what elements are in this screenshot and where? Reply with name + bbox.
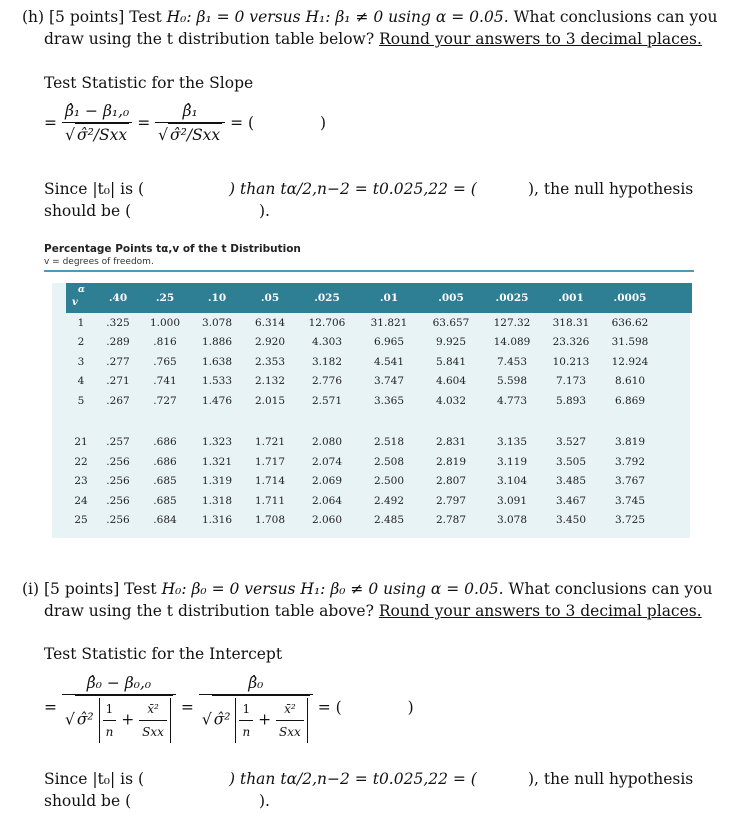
table-cell: 2.485	[373, 514, 405, 527]
table-cell: .256	[106, 455, 130, 468]
df-cell: 25	[74, 514, 88, 527]
table-cell: 14.089	[493, 336, 531, 349]
table-cell: 5.841	[435, 355, 467, 368]
col-alpha: .40	[108, 292, 128, 304]
part-i-hypotheses: H₀: β₀ = 0 versus H₁: β₀ ≠ 0 using α = 0.05.	[161, 580, 504, 598]
table-cell: 3.467	[555, 494, 587, 507]
df-cell: 22	[74, 455, 88, 468]
table-cell: 2.080	[311, 436, 343, 449]
part-h-suffix: What conclusions can you	[513, 8, 718, 26]
table-cell: .686	[153, 455, 177, 468]
table-cell: 1.711	[254, 494, 286, 507]
table-cell: 7.453	[496, 355, 528, 368]
table-cell: 3.767	[614, 475, 646, 488]
table-cell: .256	[106, 475, 130, 488]
table-cell: 1.000	[149, 316, 181, 329]
df-cell: 2	[77, 336, 85, 349]
table-cell: 1.316	[201, 514, 233, 527]
table-cell: .289	[106, 336, 130, 349]
col-alpha: .25	[155, 292, 175, 304]
t-table-subtitle: v = degrees of freedom.	[44, 257, 154, 267]
table-cell: 3.819	[614, 436, 646, 449]
t-table-body-top	[66, 313, 660, 411]
table-cell: 2.074	[311, 455, 343, 468]
table-row	[66, 333, 660, 353]
table-cell: 5.598	[496, 375, 528, 388]
table-cell: 7.173	[555, 375, 587, 388]
part-h-since: Since |t₀| is (	[44, 180, 145, 198]
part-h-line2-text: draw using the t distribution table below?	[44, 30, 375, 48]
df-cell: 23	[74, 475, 88, 488]
table-cell: .741	[153, 375, 177, 388]
table-cell: 1.708	[254, 514, 286, 527]
table-cell: 4.541	[373, 355, 405, 368]
slope-fraction-2: $\frac{\text{β̂₁}}{\text{√ σ̂²/Sxx}}$	[155, 100, 225, 146]
alpha-v-corner: α v	[72, 285, 85, 308]
table-cell: 3.104	[496, 475, 528, 488]
table-cell: 63.657	[432, 316, 470, 329]
table-cell: 2.015	[254, 394, 286, 407]
table-cell: 3.119	[496, 455, 528, 468]
table-cell: .816	[153, 336, 177, 349]
table-cell: 6.965	[373, 336, 405, 349]
table-cell: 31.598	[611, 336, 649, 349]
intercept-answer-open: = (	[317, 698, 342, 717]
table-row	[66, 391, 660, 411]
table-row	[66, 452, 660, 472]
table-cell: 3.078	[201, 316, 233, 329]
table-cell: 2.353	[254, 355, 286, 368]
part-h-line2	[44, 28, 702, 50]
table-cell: 3.450	[555, 514, 587, 527]
table-row	[66, 352, 660, 372]
part-i-prefix: (i) [5 points] Test	[22, 580, 157, 598]
part-i-round-instruction: Round your answers to 3 decimal places.	[378, 602, 702, 620]
df-cell: 4	[77, 375, 85, 388]
part-h-stat-title: Test Statistic for the Slope	[44, 74, 254, 92]
table-row	[66, 372, 660, 392]
table-cell: 2.797	[435, 494, 467, 507]
table-cell: 3.505	[555, 455, 587, 468]
t-table-title: Percentage Points tα,v of the t Distribution	[44, 243, 301, 255]
table-cell: .765	[153, 355, 177, 368]
part-h-end: ).	[259, 202, 270, 220]
table-cell: 1.319	[201, 475, 233, 488]
table-cell: 4.604	[435, 375, 467, 388]
table-cell: 6.314	[254, 316, 286, 329]
part-i-line2-text: draw using the t distribution table above?	[44, 602, 374, 620]
df-cell: 5	[77, 394, 85, 407]
part-i-should: should be (	[44, 792, 132, 810]
col-alpha: .001	[558, 292, 584, 304]
table-cell: 2.500	[373, 475, 405, 488]
table-cell: 2.776	[311, 375, 343, 388]
col-alpha: .0025	[495, 292, 529, 304]
table-cell: 3.365	[373, 394, 405, 407]
table-cell: 12.706	[308, 316, 346, 329]
table-cell: 6.869	[614, 394, 646, 407]
table-cell: 2.819	[435, 455, 467, 468]
part-i-since: Since |t₀| is (	[44, 770, 145, 788]
table-cell: 2.064	[311, 494, 343, 507]
table-cell: .325	[106, 316, 130, 329]
table-cell: 12.924	[611, 355, 649, 368]
part-h-prefix: (h) [5 points] Test	[22, 8, 162, 26]
table-cell: 9.925	[435, 336, 467, 349]
table-cell: 2.831	[435, 436, 467, 449]
table-row	[66, 472, 660, 492]
t-table-header-row	[66, 283, 660, 313]
table-cell: 10.213	[552, 355, 590, 368]
table-cell: 31.821	[370, 316, 408, 329]
table-cell: 1.533	[201, 375, 233, 388]
table-row	[66, 313, 660, 333]
table-cell: 2.508	[373, 455, 405, 468]
intercept-fraction-2: β̂₀ √ σ̂² $\frac{1}{n}$ + $\frac{\text{x̄²}}{\text{Sxx}}$	[199, 672, 313, 743]
part-h-hypotheses: H₀: β₁ = 0 versus H₁: β₁ ≠ 0 using α = 0.05.	[166, 8, 509, 26]
part-h-formula: = $\frac{\text{β̂₁ − β₁,₀}}{\text{√ σ̂²/Sxx}}$ = $\frac{\text{β̂₁}}{\text{√ σ̂²/Sxx}}$ = ( )	[44, 102, 327, 144]
slope-answer-open: = (	[230, 114, 255, 132]
table-cell: 3.135	[496, 436, 528, 449]
table-cell: .271	[106, 375, 130, 388]
table-cell: 3.485	[555, 475, 587, 488]
table-cell: 1.721	[254, 436, 286, 449]
table-cell: 2.132	[254, 375, 286, 388]
table-cell: .256	[106, 494, 130, 507]
table-cell: 2.807	[435, 475, 467, 488]
part-i-null: ), the null hypothesis	[528, 770, 694, 788]
table-cell: 1.318	[201, 494, 233, 507]
table-cell: .267	[106, 394, 130, 407]
table-cell: 2.518	[373, 436, 405, 449]
table-cell: 3.792	[614, 455, 646, 468]
part-i-line2	[44, 600, 702, 622]
table-cell: 318.31	[552, 316, 590, 329]
table-cell: .685	[153, 494, 177, 507]
table-row	[66, 433, 660, 453]
table-cell: 1.323	[201, 436, 233, 449]
table-cell: 1.638	[201, 355, 233, 368]
intercept-answer-close: )	[407, 698, 414, 717]
table-cell: 4.303	[311, 336, 343, 349]
t-table-body-bottom	[66, 433, 660, 531]
table-cell: 1.476	[201, 394, 233, 407]
col-alpha: .005	[438, 292, 464, 304]
table-cell: .685	[153, 475, 177, 488]
part-h-round-instruction: Round your answers to 3 decimal places.	[379, 30, 702, 48]
table-cell: 3.725	[614, 514, 646, 527]
table-row	[66, 491, 660, 511]
intercept-fraction-1: β̂₀ − β₀,₀ √ σ̂² $\frac{1}{n}$ + $\frac{\text{x̄²}}{\text{Sxx}}$	[62, 672, 176, 743]
col-alpha: .0005	[613, 292, 647, 304]
table-cell: 2.069	[311, 475, 343, 488]
table-cell: 3.078	[496, 514, 528, 527]
table-cell: 4.032	[435, 394, 467, 407]
table-cell: 3.091	[496, 494, 528, 507]
table-cell: .686	[153, 436, 177, 449]
part-i-question	[22, 578, 722, 600]
table-row	[66, 511, 660, 531]
table-cell: 2.060	[311, 514, 343, 527]
t-distribution-table	[66, 283, 660, 530]
part-i-end: ).	[259, 792, 270, 810]
df-cell: 21	[74, 436, 88, 449]
part-i-than: ) than tα/2,n−2 = t0.025,22 = (	[229, 770, 477, 788]
table-cell: 2.492	[373, 494, 405, 507]
df-cell: 24	[74, 494, 88, 507]
table-cell: 2.920	[254, 336, 286, 349]
table-cell: .684	[153, 514, 177, 527]
table-cell: 1.717	[254, 455, 286, 468]
table-cell: 127.32	[493, 316, 531, 329]
df-cell: 1	[77, 316, 85, 329]
table-cell: 23.326	[552, 336, 590, 349]
table-cell: 2.787	[435, 514, 467, 527]
col-alpha: .01	[379, 292, 399, 304]
table-cell: .277	[106, 355, 130, 368]
table-cell: 636.62	[611, 316, 649, 329]
part-i-stat-title: Test Statistic for the Intercept	[44, 645, 283, 663]
table-cell: .256	[106, 514, 130, 527]
col-alpha: .05	[260, 292, 280, 304]
col-alpha: .10	[207, 292, 227, 304]
table-cell: .727	[153, 394, 177, 407]
table-cell: 1.321	[201, 455, 233, 468]
table-cell: 4.773	[496, 394, 528, 407]
table-cell: 2.571	[311, 394, 343, 407]
slope-answer-close: )	[319, 114, 327, 132]
part-i-suffix: What conclusions can you	[508, 580, 713, 598]
table-cell: .257	[106, 436, 130, 449]
table-cell: 3.745	[614, 494, 646, 507]
col-alpha: .025	[314, 292, 340, 304]
table-cell: 3.747	[373, 375, 405, 388]
t-table-header	[44, 243, 694, 272]
table-cell: 1.886	[201, 336, 233, 349]
table-cell: 1.714	[254, 475, 286, 488]
table-cell: 5.893	[555, 394, 587, 407]
part-h-than: ) than tα/2,n−2 = t0.025,22 = (	[229, 180, 477, 198]
part-h-null: ), the null hypothesis	[528, 180, 694, 198]
part-h-question	[22, 6, 722, 28]
table-cell: 3.182	[311, 355, 343, 368]
part-h-should: should be (	[44, 202, 132, 220]
slope-fraction-1: $\frac{\text{β̂₁ − β₁,₀}}{\text{√ σ̂²/Sxx}}$	[62, 100, 132, 146]
df-cell: 3	[77, 355, 85, 368]
table-cell: 3.527	[555, 436, 587, 449]
table-cell: 8.610	[614, 375, 646, 388]
part-i-formula: = β̂₀ − β₀,₀ √ σ̂² $\frac{1}{n}$ + $\frac{\text{x̄²}}{\text{Sxx}}$ = β̂₀ √ σ̂² $\frac{1}{n}$ + $\frac{\text{x̄²}}{\text{Sxx}}$ = ( )	[44, 672, 414, 743]
